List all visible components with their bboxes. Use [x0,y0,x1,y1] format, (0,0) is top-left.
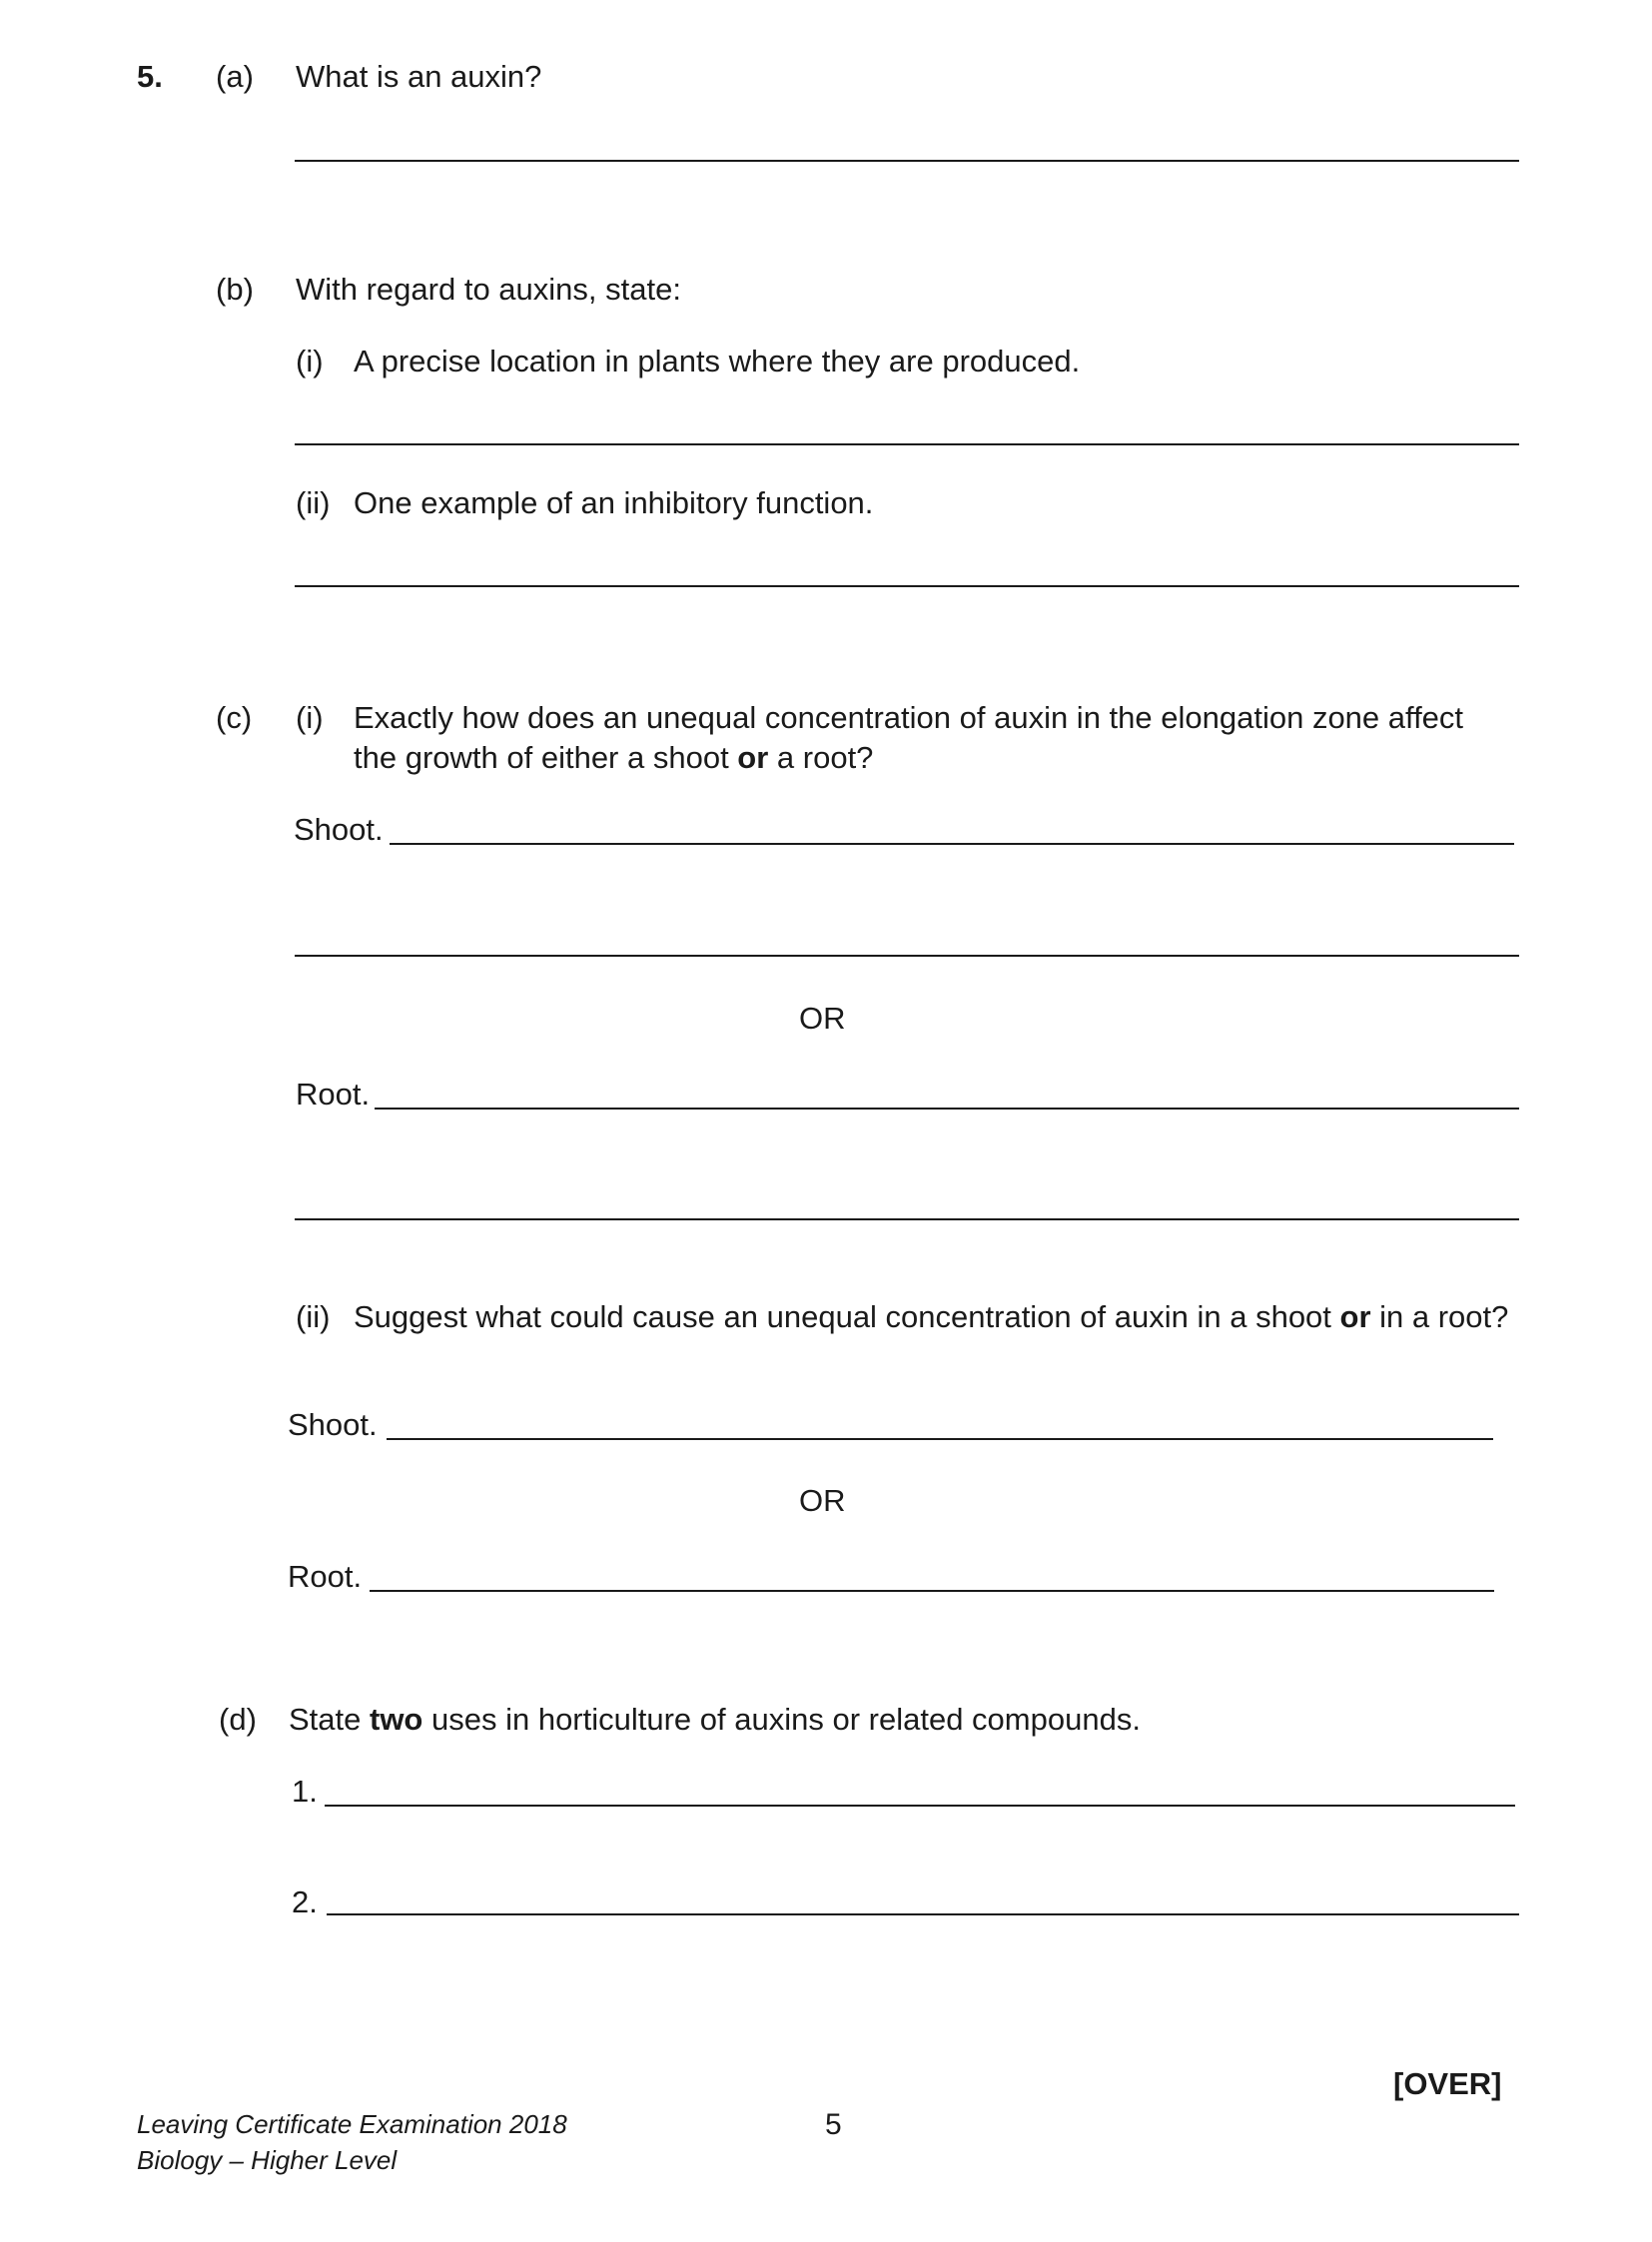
part-b-intro: With regard to auxins, state: [296,272,681,307]
answer-line-c-i-root-1[interactable] [375,1108,1519,1110]
part-c-ii-label: (ii) [296,1299,331,1334]
root-label-c-i: Root. [296,1077,371,1112]
answer-line-c-i-shoot-1[interactable] [390,843,1514,845]
answer-line-b-i[interactable] [295,443,1519,445]
answer-line-d-2[interactable] [327,1913,1519,1915]
or-label-c-ii: OR [799,1483,846,1518]
root-label-c-ii: Root. [288,1559,363,1594]
part-d-item-2-label: 2. [292,1884,318,1919]
footer-exam-title: Leaving Certificate Examination 2018 [137,2109,567,2139]
answer-line-c-ii-shoot[interactable] [387,1438,1493,1440]
question-number: 5. [137,59,163,94]
answer-line-d-1[interactable] [325,1805,1515,1807]
part-a-question: What is an auxin? [296,59,542,94]
part-d-item-1-label: 1. [292,1774,318,1809]
answer-line-a[interactable] [295,160,1519,162]
answer-line-c-i-shoot-2[interactable] [295,955,1519,957]
part-b-label: (b) [216,272,254,307]
part-b-i-question: A precise location in plants where they are produced. [354,344,1081,378]
part-c-ii-question: Suggest what could cause an unequal concentration of auxin in a shoot or in a root? [354,1299,1509,1334]
part-a-label: (a) [216,59,254,94]
part-b-ii-label: (ii) [296,485,331,520]
shoot-label-c-ii: Shoot. [288,1407,378,1442]
part-c-i-question-line1: Exactly how does an unequal concentration of auxin in the elongation zone affect [354,700,1464,735]
part-c-i-question-line2: the growth of either a shoot or a root? [354,740,874,775]
over-marker: [OVER] [1393,2066,1502,2101]
or-label-c-i: OR [799,1001,846,1036]
part-d-question: State two uses in horticulture of auxins or related compounds. [289,1702,1141,1737]
footer-subject: Biology – Higher Level [137,2145,398,2175]
part-c-i-label: (i) [296,700,324,735]
part-b-ii-question: One example of an inhibitory function. [354,485,874,520]
answer-line-c-ii-root[interactable] [370,1590,1494,1592]
answer-line-c-i-root-2[interactable] [295,1218,1519,1220]
answer-line-b-ii[interactable] [295,585,1519,587]
part-d-label: (d) [219,1702,257,1737]
part-c-label: (c) [216,700,253,735]
part-b-i-label: (i) [296,344,324,378]
page-number: 5 [825,2108,842,2141]
shoot-label-c-i: Shoot. [294,812,384,847]
